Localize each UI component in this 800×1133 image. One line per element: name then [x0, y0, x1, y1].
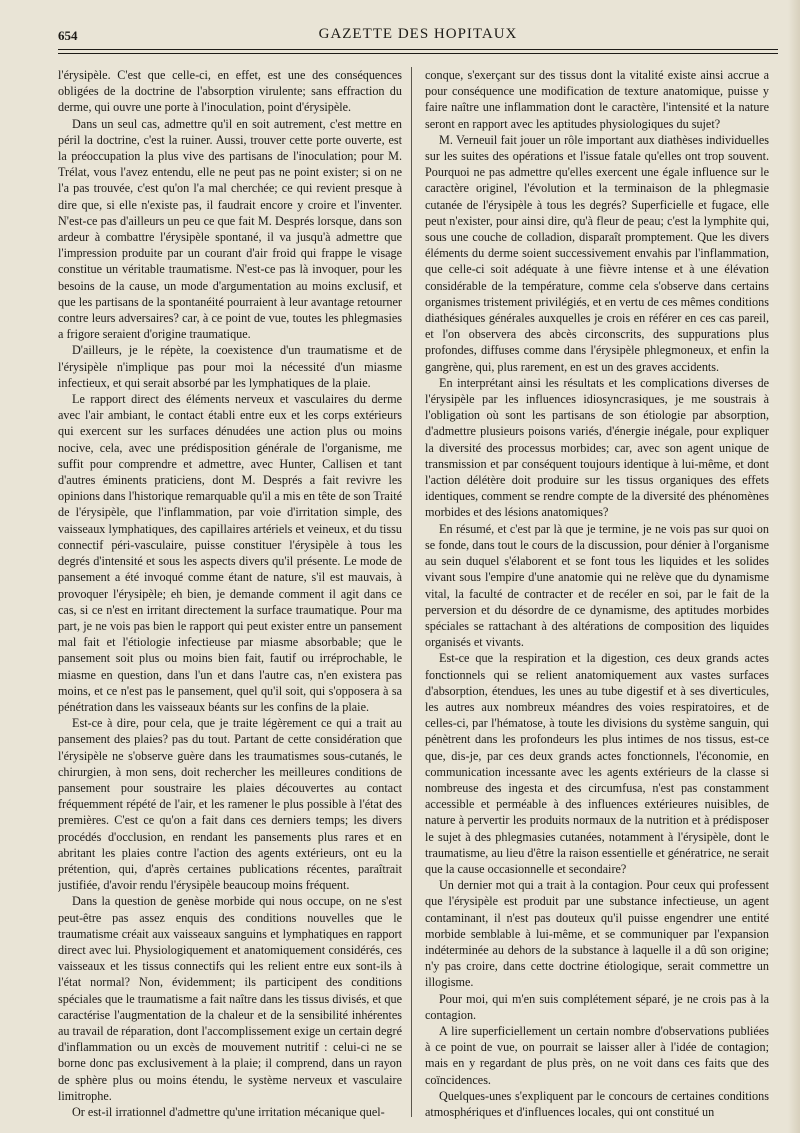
column-divider [411, 67, 412, 1117]
page-header [58, 24, 778, 62]
paragraph: Un dernier mot qui a trait à la contagion. Pour ceux qui professent que l'érysipèle est produit par une substance infectieuse, un agent contaminant, il n'est pas douteux qu'il puisse engendrer une entité morbide semblable à lui-même, et se communiquer par l'expansion indéterminée au dehors de la substance à laquelle il a dû son origine; n'y pas croire, dans cette doctrine étiologique, serait commettre un illogisme. [425, 878, 769, 990]
paragraph: Pour moi, qui m'en suis complétement séparé, je ne crois pas à la contagion. [425, 991, 769, 1022]
paragraph: D'ailleurs, je le répète, la coexistence d'un traumatisme et de l'érysipèle n'implique pas pour moi la nécessité d'un miasme infectieux, et qui serait absorbé par les lymphatiques de la plaie. [58, 343, 402, 390]
paragraph: Or est-il irrationnel d'admettre qu'une irritation mécanique quel- [72, 1105, 385, 1119]
paragraph: En résumé, et c'est par là que je termine, je ne vois pas sur quoi on se fonde, dans tout le cours de la discussion, pour dénier à l'organisme au sein duquel s'élaborent et se font tous les liquides et les solides vivant sous l'empire d'une anatomie qui ne relève que du dynamisme vital, la faculté de contracter et de recéler en soi, par le fait de la perversion et du désordre de ce dynamisme, des aptitudes morbides spéciales se rattachant à des altérations de composition des liquides organisés et vivants. [425, 521, 769, 650]
paragraph: A lire superficiellement un certain nombre d'observations publiées à ce point de vue, on pourrait se laisser aller à l'idée de contagion; mais en y regardant de plus près, on ne voit dans ces faits que des coïncidences. [425, 1023, 769, 1087]
page-number: 654 [58, 28, 78, 43]
paragraph: Dans la question de genèse morbide qui nous occupe, on ne s'est peut-être pas assez enquis des conditions nouvelles que le traumatisme créait aux vaisseaux sanguins et lymphatiques en rapport direct avec lui. Physiologiquement et anatomiquement considérés, ces vaisseaux et les tissus connectifs qui les relient entre eux sont-ils à l'état normal? Non, évidemment; ils participent des conditions spéciales que le traumatisme a fait naître dans les tissus divisés, et que caractérise l'augmentation de la chaleur et de la sensibilité inhérentes au travail de réparation, dont l'accomplissement exige un certain degré d'inflammation ou un excès de mouvement nutritif : celui-ci ne se borne donc pas exclusivement à la plaie; il comprend, dans un rayon de sphère plus ou moins étendu, le système nerveux et vasculaire limitrophe. [58, 894, 402, 1103]
paragraph: l'érysipèle. C'est que celle-ci, en effet, est une des conséquences obligées de la doctrine de l'absorption virulente; sans effraction du derme, qui ouvre une porte à l'inoculation, point d'érysipèle. [58, 68, 402, 115]
right-column [425, 67, 769, 1127]
paragraph: Est-ce à dire, pour cela, que je traite légèrement ce qui a trait au pansement des plaies? pas du tout. Partant de cette considération que l'érysipèle ne s'observe guère dans les traumatismes sous-cutanés, le chirurgien, à mon sens, doit rechercher les meilleures conditions de pansement pour soustraire les plaies découvertes au contact fréquemment répété de l'air, et les ramener le plus possible à l'état des premières. C'est ce qu'on a fait dans ces derniers temps; les divers procédés d'occlusion, en rendant les pansements plus rares et en abritant les plaies contre l'action des agents extérieurs, ont eu la prétention, qui, d'après certaines publications récentes, paraîtrait justifiée, d'avoir rendu l'érysipèle beaucoup moins fréquent. [58, 716, 402, 893]
running-title: GAZETTE DES HOPITAUX [318, 26, 518, 42]
paragraph: En interprétant ainsi les résultats et les complications diverses de l'érysipèle par les influences idiosyncrasiques, je me soustrais à l'obligation où sont les partisans de son étiologie par absorption, d'admettre plusieurs poisons variés, d'énergie inégale, pour expliquer la diversité des processus morbides; car, avec son agent unique de transmission et par conséquent toujours identique à lui-même, et dont l'action délétère doit produire sur les tissus organiques des effets identiques, comment se rendre compte de la diversité des phénomènes morbides et des lésions anatomiques? [425, 375, 769, 520]
page-edge-shadow [788, 0, 800, 1133]
paragraph: Quelques-unes s'expliquent par le concours de certaines conditions atmosphériques et d'influences locales, qui ont constitué un [425, 1088, 769, 1119]
paragraph: Est-ce que la respiration et la digestion, ces deux grands actes fonctionnels qui se relient anatomiquement aux vastes surfaces d'absorption, étendues, les unes au tube digestif et à ses diverticules, les autres aux nombreux méandres des voies respiratoires, et de celles-ci, par l'hématose, à toute les divisions du système sanguin, qui pénètrent dans les profondeurs les plus intimes de nos tissus, est-ce que, dis-je, par ces deux grands actes fonctionnels, l'économie, en communication incessante avec les agents extérieurs de la classe si nombreuse des ingesta et des circumfusa, n'est pas constamment accessible et perméable à des influences extérieures nuisibles, de nature à pervertir les produits normaux de la nutrition et à prédisposer le sujet à des phlegmasies cutanées, notamment à l'érysipèle, dont le traumatisme, au lieu d'être la raison essentielle et génératrice, ne serait que la cause occasionnelle et secondaire? [425, 651, 769, 876]
paragraph: Dans un seul cas, admettre qu'il en soit autrement, c'est mettre en péril la doctrine, c'est la ruiner. Aussi, trouver cette porte ouverte, est la préoccupation la plus vive des partisans de l'inoculation; pour M. Trélat, vous l'avez entendu, elle ne peut pas ne point exister; si on ne l'a pas trouvée, c'est qu'on l'a mal cherchée; ce qui revient presque à dire que, si elle n'existe pas, il faudrait encore y croire et l'inventer. N'est-ce pas d'ailleurs un peu ce que fait M. Després lorsque, dans son ardeur à combattre l'érysipèle spontané, il va jusqu'à admettre que l'impression produite par un courant d'air froid qui frappe le visage constitue un véritable traumatisme. N'est-ce pas là invoquer, pour les besoins de la cause, un mode d'argumentation au moins exclusif, et que les partisans de la spontanéité pourraient à leur avantage retourner contre leurs adversaires? car, à ce point de vue, toutes les phlegmasies a frigore seraient d'origine traumatique. [58, 116, 402, 342]
header-rule-thin [58, 53, 778, 54]
paragraph: conque, s'exerçant sur des tissus dont la vitalité existe ainsi accrue a pour conséquence une modification de texture anatomique, puisse y faire naître une inflammation dont le caractère, l'intensité et la nature seront en rapport avec les aptitudes physiologiques du sujet? [425, 68, 769, 131]
header-rule [58, 49, 778, 50]
paragraph: Le rapport direct des éléments nerveux et vasculaires du derme avec l'air ambiant, le contact établi entre eux et les corps extérieurs qui exercent sur les surfaces dénudées une action plus ou moins nocive, cela, avec une prédisposition générale de l'organisme, me suffit pour comprendre et admettre, avec Hunter, Callisen et tant d'autres éminents praticiens, dont M. Després a fait revivre les opinions dans l'historique remarquable qu'il a mis en tête de son Traité de l'érysipèle, que l'inflammation, par voie d'irritation simple, des vaisseaux lymphatiques, des capillaires artériels et veineux, et du tissu connectif péri-vasculaire, puisse constituer l'érysipèle à tous les degrés d'intensité et sous les aspects divers qu'il présente. Le mode de pansement a été invoqué comme étant de nature, s'il est mauvais, à provoquer l'érysipèle; eh bien, je demande comment il agit dans ce cas, si ce n'est en irritant directement la surface traumatique. Pour ma part, je ne vois pas bien le rapport qui peut exister entre un pansement mal fait et l'étiologie infectieuse par miasme absorbable; que le pansement soit plus ou moins bien fait, fautif ou irréprochable, le miasme en question, dans l'un et dans l'autre cas, n'en existera pas moins, et ce n'est pas le pansement, quel qu'il soit, qui s'opposera à sa pénétration dans les vaisseaux béants sur les confins de la plaie. [58, 392, 402, 714]
paragraph: M. Verneuil fait jouer un rôle important aux diathèses individuelles sur les suites des opérations et l'issue fatale qu'elles ont trop souvent. Pourquoi ne pas admettre qu'elles exercent une égale influence sur le caractère originel, l'évolution et la terminaison de la phlegmasie cutanée de l'érysipèle à tous les degrés? Superficielle et fugace, elle peut n'exister, pour ainsi dire, qu'à fleur de peau; c'est la lymphite qui, sous une couche de colladion, disparaît promptement. Que les divers éléments du derme soient successivement envahis par l'inflammation, que celle-ci soit adéquate à une fièvre intense et à une élévation considérable de la température, comme cela s'observe dans certains organismes tristement privilégiés, et en vertu de ces mêmes conditions diathésiques générales auxquelles je crois en référer en ces cas pareil, et l'on observera des abcès circonscrits, des suppurations plus profondes, diffuses comme dans l'érysipèle phlegmoneux, et enfin la gangrène, qui, plus rarement, en est un des graves accidents. [425, 132, 769, 374]
left-column [58, 67, 402, 1127]
